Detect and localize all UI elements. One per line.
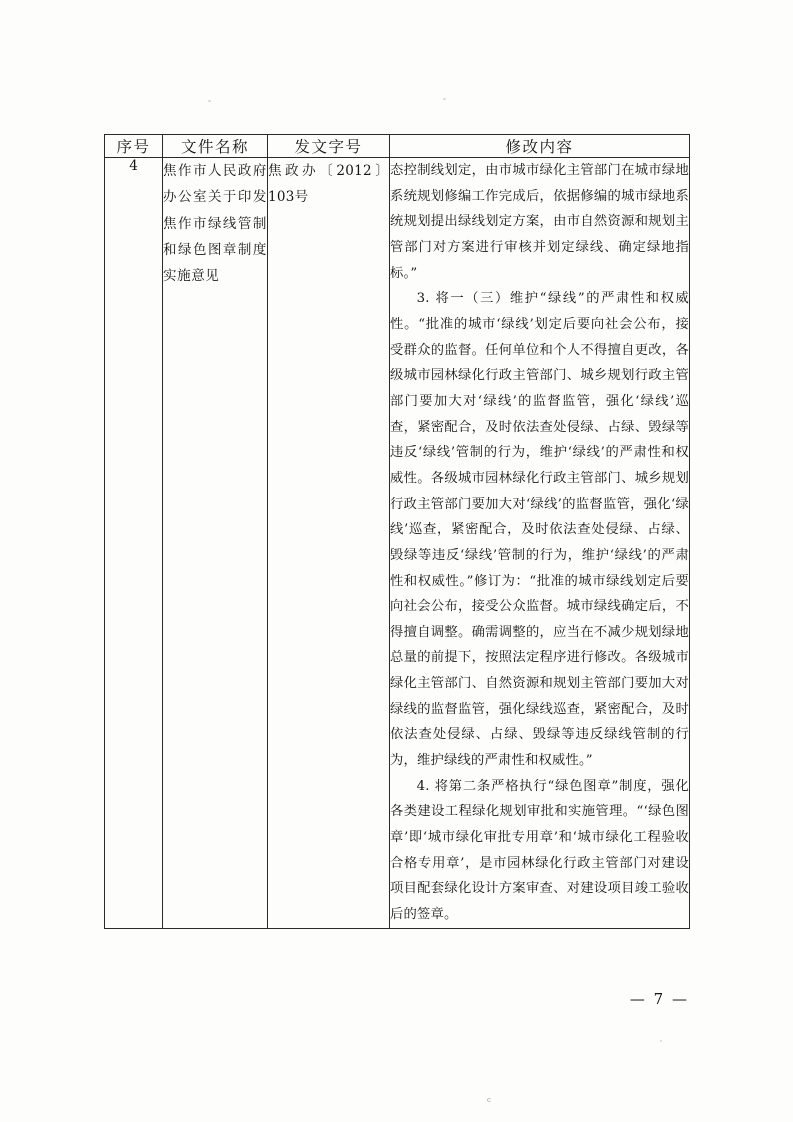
cell-amendment-content — [390, 158, 690, 929]
amendment-table — [104, 134, 690, 929]
amendment-paragraph: 态控制线划定，由市城市绿化主管部门在城市绿地系统规划修编工作完成后，依据修编的城市绿地系统规划提出绿线划定方案，由市自然资源和规划主管部门对方案进行审核并划定绿线、确定绿地指标。” — [390, 163, 689, 281]
scan-speck — [660, 1040, 662, 1042]
cell-document-name: 焦作市人民政府办公室关于印发焦作市绿线管制和绿色图章制度实施意见 — [163, 158, 268, 929]
table-header-row — [105, 135, 690, 158]
page-number: — 7 — — [629, 990, 689, 1008]
amendment-paragraph: 3. 将一（三）维护“绿线”的严肃性和权威性。“批准的城市‘绿线’划定后要向社会公布，接受群众的监督。任何单位和个人不得擅自更改，各级城市园林绿化行政主管部门、城乡规划行政主管部门要加大对‘绿线’的监督监管，强化‘绿线’巡查，紧密配合，及时依法查处侵绿、占绿、毁绿等违反‘绿线’管制的行为，维护‘绿线’的严肃性和权威性。各级城市园林绿化行政主管部门、城乡规划行政主管部门要加大对‘绿线’的监督监管，强化‘绿线’巡查，紧密配合，及时依法查处侵绿、占绿、毁绿等违反‘绿线’管制的行为，维护‘绿线’的严肃性和权威性。”修订为：“批准的城市绿线划定后要向社会公布，接受公众监督。城市绿线确定后，不得擅自调整。确需调整的，应当在不减少规划绿地总量的前提下，按照法定程序进行修改。各级城市绿化主管部门、自然资源和规划主管部门要加大对绿线的监督监管，强化绿线巡查，紧密配合，及时依法查处侵绿、占绿、毁绿等违反绿线管制的行为，维护绿线的严肃性和权威性。” — [390, 291, 689, 769]
scan-speck — [443, 98, 446, 100]
column-header-amendment-content: 修改内容 — [390, 135, 690, 158]
table-row — [105, 158, 690, 929]
column-header-document-name: 文件名称 — [163, 135, 268, 158]
cell-serial-number: 4 — [105, 158, 163, 929]
column-header-document-number: 发文字号 — [268, 135, 390, 158]
scan-artifact-mark: c — [487, 1096, 491, 1104]
column-header-serial: 序号 — [105, 135, 163, 158]
cell-document-number: 焦政办〔2012〕103号 — [268, 158, 390, 929]
amendment-paragraph: 4. 将第二条严格执行“绿色图章”制度，强化各类建设工程绿化规划审批和实施管理。“‘绿色图章’即‘城市绿化审批专用章’和‘城市绿化工程验收合格专用章’，是市园林绿化行政主管部门对建设项目配套绿化设计方案审查、对建设项目竣工验收后的签章。 — [390, 778, 689, 923]
scan-speck — [208, 100, 211, 102]
